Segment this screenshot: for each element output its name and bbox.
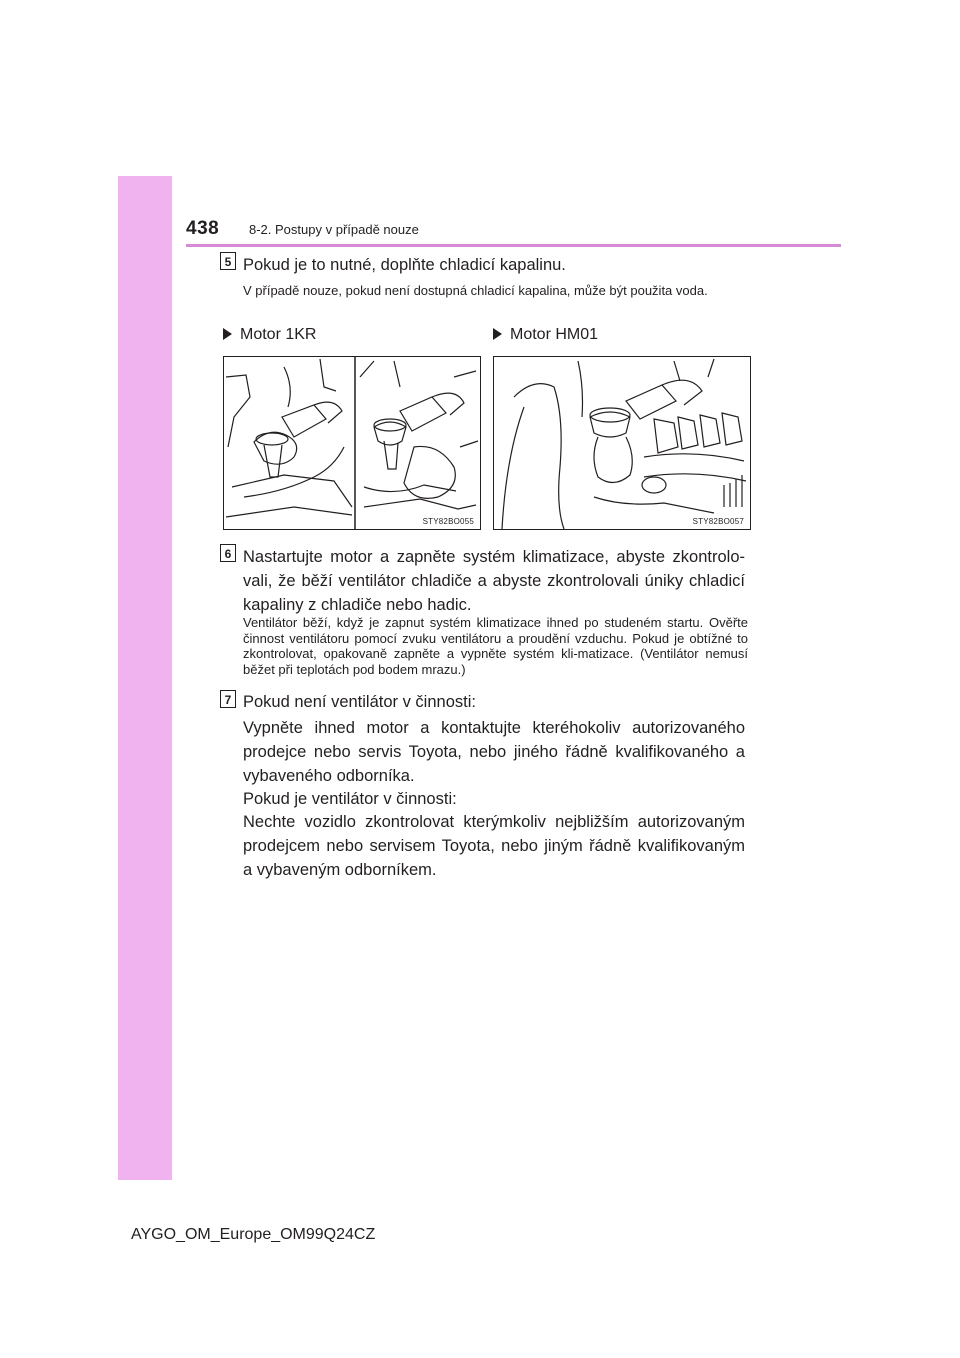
triangle-bullet-icon — [493, 328, 502, 340]
step-6-note: Ventilátor běží, když je zapnut systém klimatizace ihned po studeném startu. Ověřte činnost ventilátoru pomocí zvuku ventilátoru a proudění vzduchu. Pokud je obtížné to zkontrolovat, opakovaně zapněte a vypněte systém kli-matizace. (Ventilátor nemusí běžet při teplotách pod bodem mrazu.) — [243, 615, 748, 677]
step-5-text: Pokud je to nutné, doplňte chladicí kapalinu. — [243, 256, 566, 274]
step-badge-5: 5 — [220, 252, 236, 270]
figure-code: STY82BO055 — [422, 517, 474, 526]
step-5-note: V případě nouze, pokud není dostupná chladicí kapalina, může být použita voda. — [243, 283, 708, 298]
page-header — [186, 218, 219, 240]
triangle-bullet-icon — [223, 328, 232, 340]
figure-engine-hm01 — [493, 356, 751, 530]
step-6-text: Nastartujte motor a zapněte systém klimatizace, abyste zkontrolo-vali, že běží ventilátor chladiče a abyste zkontrolovali úniky chladicí kapaliny z chladiče nebo hadic. — [243, 548, 745, 614]
figure-label-hm01: Motor HM01 — [493, 326, 598, 344]
section-title: 8-2. Postupy v případě nouze — [249, 222, 419, 237]
figure-engine-1kr — [223, 356, 481, 530]
step-7-para-2-heading: Pokud je ventilátor v činnosti: — [243, 790, 457, 808]
step-7-para-1: Vypněte ihned motor a kontaktujte kteréhokoliv autorizovaného prodejce nebo servis Toyota, nebo jiného řádně kvalifikovaného a vybaveného odborníka. — [243, 719, 745, 785]
step-7-text: Pokud není ventilátor v činnosti: — [243, 693, 476, 711]
step-badge-6: 6 — [220, 544, 236, 562]
figure-label-1kr: Motor 1KR — [223, 326, 316, 344]
step-7-para-2: Nechte vozidlo zkontrolovat kterýmkoliv nejbližším autorizovaným prodejcem nebo servisem Toyota, nebo jiným řádně kvalifikovaným a vybaveným odborníkem. — [243, 813, 745, 879]
figure-code: STY82BO057 — [692, 517, 744, 526]
footer-doc-id: AYGO_OM_Europe_OM99Q24CZ — [131, 1226, 376, 1243]
sidebar-tab — [118, 176, 172, 1180]
engine-1kr-illustration — [224, 357, 480, 529]
header-rule — [186, 244, 841, 247]
engine-hm01-illustration — [494, 357, 750, 529]
page-number: 438 — [186, 218, 220, 239]
step-badge-7: 7 — [220, 690, 236, 708]
